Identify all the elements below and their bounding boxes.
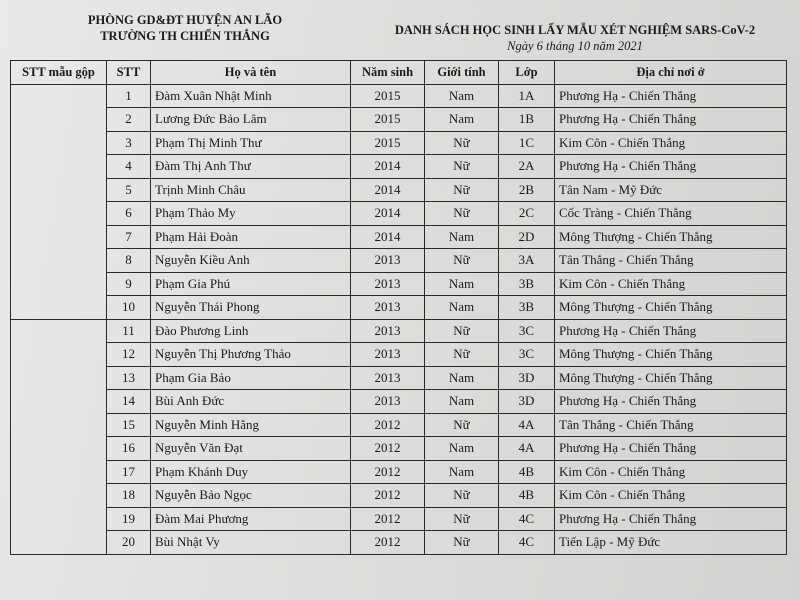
sex-cell: Nữ: [425, 319, 499, 343]
sex-cell: Nam: [425, 108, 499, 132]
year-cell: 2012: [351, 484, 425, 508]
year-cell: 2014: [351, 178, 425, 202]
year-cell: 2013: [351, 296, 425, 320]
stt-cell: 14: [107, 390, 151, 414]
stt-cell: 12: [107, 343, 151, 367]
stt-cell: 9: [107, 272, 151, 296]
name-cell: Bùi Nhật Vy: [151, 531, 351, 555]
name-cell: Phạm Khánh Duy: [151, 460, 351, 484]
address-cell: Tân Thắng - Chiến Thắng: [555, 413, 787, 437]
address-cell: Kim Côn - Chiến Thắng: [555, 460, 787, 484]
stt-cell: 2: [107, 108, 151, 132]
table-row: [11, 108, 787, 132]
address-cell: Mông Thượng - Chiến Thắng: [555, 225, 787, 249]
table-row: [11, 249, 787, 273]
stt-cell: 19: [107, 507, 151, 531]
table-row: [11, 531, 787, 555]
sex-cell: Nữ: [425, 507, 499, 531]
year-cell: 2012: [351, 413, 425, 437]
stt-cell: 7: [107, 225, 151, 249]
year-cell: 2012: [351, 507, 425, 531]
table-row: [11, 155, 787, 179]
header-left: [85, 12, 285, 44]
table-body: [11, 84, 787, 554]
class-cell: 1A: [499, 84, 555, 108]
table-row: [11, 131, 787, 155]
class-cell: 4B: [499, 460, 555, 484]
address-cell: Phương Hạ - Chiến Thắng: [555, 390, 787, 414]
stt-cell: 18: [107, 484, 151, 508]
sex-cell: Nữ: [425, 531, 499, 555]
table-row: [11, 225, 787, 249]
name-cell: Nguyễn Văn Đạt: [151, 437, 351, 461]
year-cell: 2015: [351, 131, 425, 155]
sex-cell: Nam: [425, 84, 499, 108]
year-cell: 2013: [351, 272, 425, 296]
name-cell: Phạm Thảo My: [151, 202, 351, 226]
stt-cell: 8: [107, 249, 151, 273]
table-row: [11, 319, 787, 343]
name-cell: Đàm Mai Phương: [151, 507, 351, 531]
name-cell: Nguyễn Bảo Ngọc: [151, 484, 351, 508]
class-cell: 2A: [499, 155, 555, 179]
table-row: [11, 202, 787, 226]
year-cell: 2012: [351, 437, 425, 461]
address-cell: Kim Côn - Chiến Thắng: [555, 131, 787, 155]
stt-cell: 13: [107, 366, 151, 390]
sex-cell: Nữ: [425, 343, 499, 367]
name-cell: Nguyễn Thái Phong: [151, 296, 351, 320]
year-cell: 2012: [351, 460, 425, 484]
address-cell: Tân Nam - Mỹ Đức: [555, 178, 787, 202]
name-cell: Bùi Anh Đức: [151, 390, 351, 414]
class-cell: 4C: [499, 507, 555, 531]
sex-cell: Nam: [425, 460, 499, 484]
stt-cell: 20: [107, 531, 151, 555]
group-cell: [11, 319, 107, 554]
document-title: DANH SÁCH HỌC SINH LẤY MẪU XÉT NGHIỆM SARS-CoV-2: [394, 23, 756, 37]
table-row: [11, 460, 787, 484]
name-cell: Trịnh Minh Châu: [151, 178, 351, 202]
stt-cell: 3: [107, 131, 151, 155]
col-stt-header: STT: [107, 61, 151, 85]
org-name: PHÒNG GD&ĐT HUYỆN AN LÃO: [87, 13, 283, 27]
sex-cell: Nam: [425, 272, 499, 296]
year-cell: 2015: [351, 108, 425, 132]
sex-cell: Nữ: [425, 484, 499, 508]
table-row: [11, 272, 787, 296]
year-cell: 2013: [351, 249, 425, 273]
class-cell: 2B: [499, 178, 555, 202]
name-cell: Nguyễn Thị Phương Thảo: [151, 343, 351, 367]
year-cell: 2013: [351, 319, 425, 343]
name-cell: Nguyễn Kiều Anh: [151, 249, 351, 273]
class-cell: 4C: [499, 531, 555, 555]
sex-cell: Nam: [425, 437, 499, 461]
stt-cell: 10: [107, 296, 151, 320]
year-cell: 2014: [351, 202, 425, 226]
col-class-header: Lớp: [499, 61, 555, 85]
school-name: TRƯỜNG TH CHIẾN THẮNG: [100, 29, 270, 43]
table-row: [11, 507, 787, 531]
name-cell: Phạm Hải Đoàn: [151, 225, 351, 249]
name-cell: Đào Phương Linh: [151, 319, 351, 343]
class-cell: 3B: [499, 296, 555, 320]
sex-cell: Nữ: [425, 202, 499, 226]
table-row: [11, 84, 787, 108]
address-cell: Phương Hạ - Chiến Thắng: [555, 507, 787, 531]
year-cell: 2013: [351, 343, 425, 367]
sex-cell: Nam: [425, 296, 499, 320]
table-row: [11, 343, 787, 367]
stt-cell: 4: [107, 155, 151, 179]
address-cell: Mông Thượng - Chiến Thắng: [555, 343, 787, 367]
col-name-header: Họ và tên: [151, 61, 351, 85]
col-group-header: STT mẫu gộp: [11, 61, 107, 85]
address-cell: Phương Hạ - Chiến Thắng: [555, 84, 787, 108]
class-cell: 3C: [499, 343, 555, 367]
table-row: [11, 390, 787, 414]
col-year-header: Năm sinh: [351, 61, 425, 85]
sex-cell: Nữ: [425, 178, 499, 202]
name-cell: Lương Đức Bảo Lâm: [151, 108, 351, 132]
stt-cell: 5: [107, 178, 151, 202]
sex-cell: Nam: [425, 225, 499, 249]
name-cell: Đàm Thị Anh Thư: [151, 155, 351, 179]
class-cell: 3D: [499, 366, 555, 390]
sex-cell: Nam: [425, 366, 499, 390]
header-right: [385, 22, 765, 54]
stt-cell: 1: [107, 84, 151, 108]
table-row: [11, 178, 787, 202]
year-cell: 2013: [351, 390, 425, 414]
name-cell: Phạm Gia Bảo: [151, 366, 351, 390]
col-sex-header: Giới tính: [425, 61, 499, 85]
class-cell: 3C: [499, 319, 555, 343]
table-row: [11, 296, 787, 320]
name-cell: Phạm Thị Minh Thư: [151, 131, 351, 155]
class-cell: 4A: [499, 413, 555, 437]
stt-cell: 6: [107, 202, 151, 226]
address-cell: Phương Hạ - Chiến Thắng: [555, 319, 787, 343]
address-cell: Tân Thắng - Chiến Thắng: [555, 249, 787, 273]
year-cell: 2013: [351, 366, 425, 390]
student-table: [10, 60, 787, 555]
class-cell: 1C: [499, 131, 555, 155]
address-cell: Tiến Lập - Mỹ Đức: [555, 531, 787, 555]
table-row: [11, 437, 787, 461]
address-cell: Phương Hạ - Chiến Thắng: [555, 108, 787, 132]
table-row: [11, 413, 787, 437]
class-cell: 4B: [499, 484, 555, 508]
stt-cell: 17: [107, 460, 151, 484]
class-cell: 4A: [499, 437, 555, 461]
table-row: [11, 366, 787, 390]
stt-cell: 15: [107, 413, 151, 437]
class-cell: 3A: [499, 249, 555, 273]
stt-cell: 11: [107, 319, 151, 343]
col-address-header: Địa chỉ nơi ở: [555, 61, 787, 85]
class-cell: 2D: [499, 225, 555, 249]
class-cell: 3B: [499, 272, 555, 296]
name-cell: Phạm Gia Phú: [151, 272, 351, 296]
sex-cell: Nữ: [425, 413, 499, 437]
address-cell: Mông Thượng - Chiến Thắng: [555, 296, 787, 320]
document-date: Ngày 6 tháng 10 năm 2021: [507, 39, 643, 53]
address-cell: Kim Côn - Chiến Thắng: [555, 484, 787, 508]
year-cell: 2012: [351, 531, 425, 555]
address-cell: Phương Hạ - Chiến Thắng: [555, 155, 787, 179]
sex-cell: Nữ: [425, 249, 499, 273]
year-cell: 2014: [351, 155, 425, 179]
table-header-row: [11, 61, 787, 85]
address-cell: Phương Hạ - Chiến Thắng: [555, 437, 787, 461]
address-cell: Cốc Tràng - Chiến Thắng: [555, 202, 787, 226]
table-row: [11, 484, 787, 508]
class-cell: 1B: [499, 108, 555, 132]
address-cell: Mông Thượng - Chiến Thắng: [555, 366, 787, 390]
group-cell: [11, 84, 107, 319]
sex-cell: Nam: [425, 390, 499, 414]
sex-cell: Nữ: [425, 131, 499, 155]
class-cell: 2C: [499, 202, 555, 226]
name-cell: Đàm Xuân Nhật Minh: [151, 84, 351, 108]
year-cell: 2015: [351, 84, 425, 108]
stt-cell: 16: [107, 437, 151, 461]
address-cell: Kim Côn - Chiến Thắng: [555, 272, 787, 296]
name-cell: Nguyễn Minh Hằng: [151, 413, 351, 437]
year-cell: 2014: [351, 225, 425, 249]
sex-cell: Nữ: [425, 155, 499, 179]
class-cell: 3D: [499, 390, 555, 414]
